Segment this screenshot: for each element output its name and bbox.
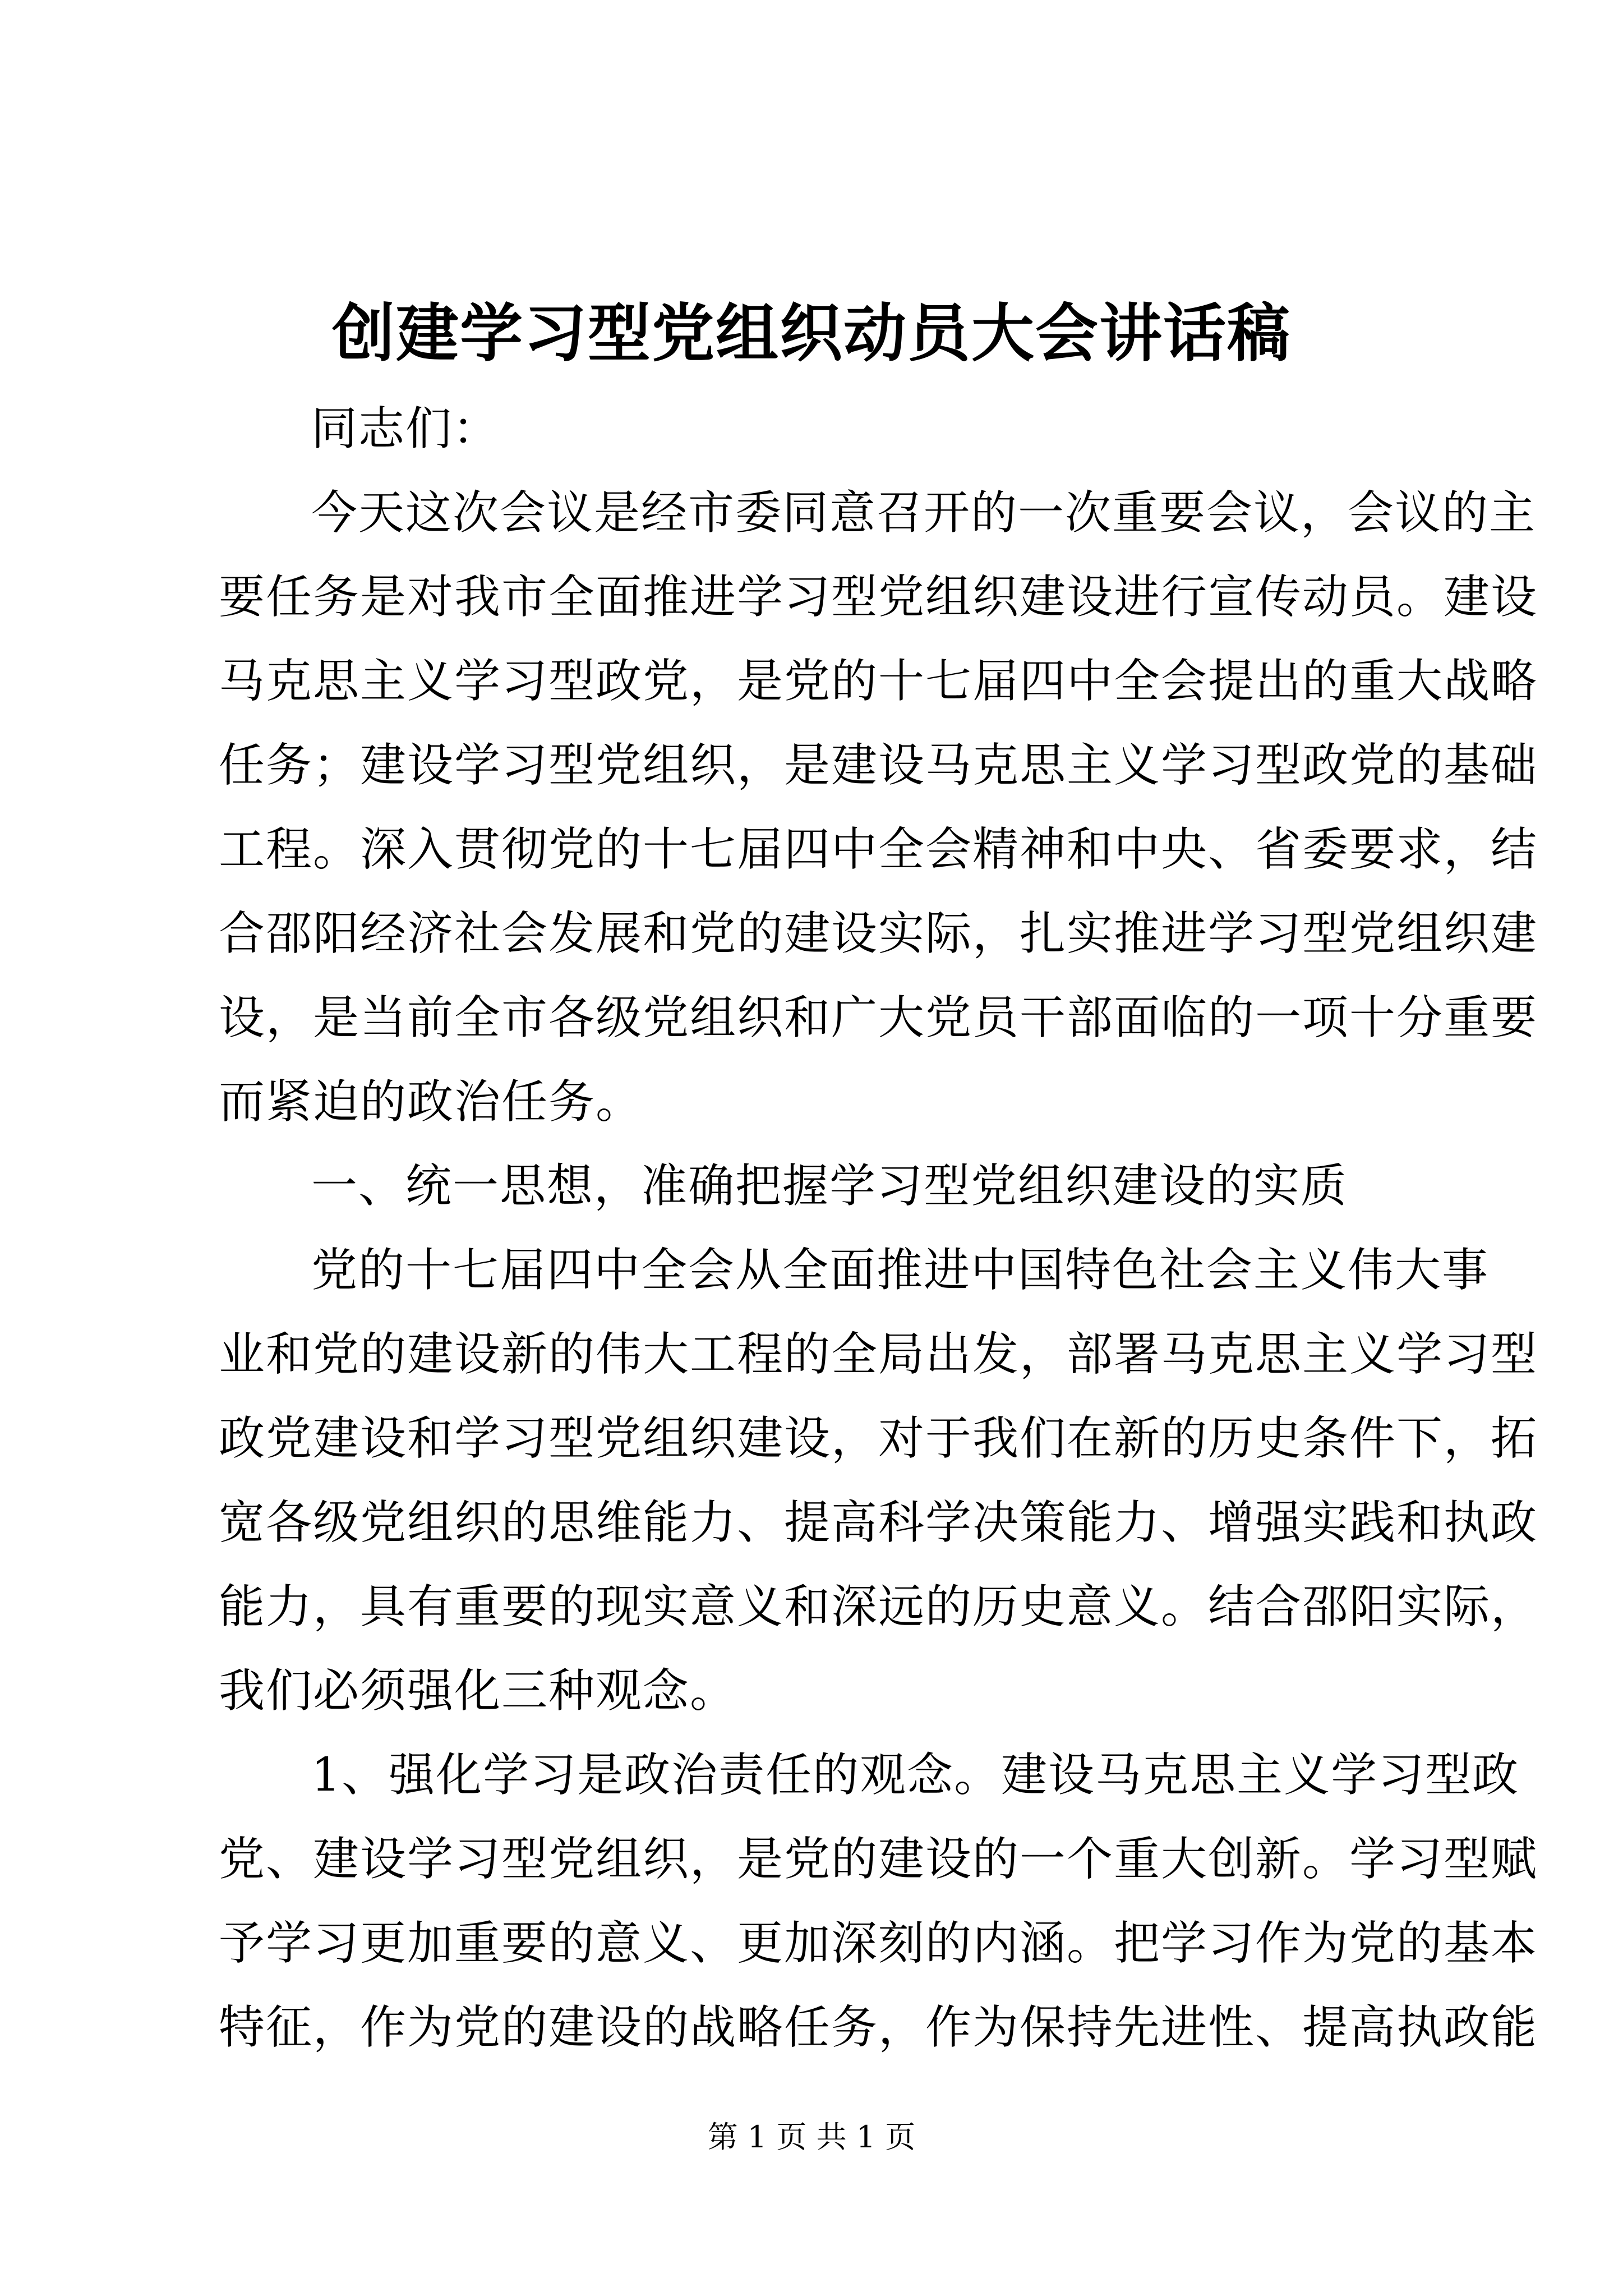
paragraph-line: 工程。深入贯彻党的十七届四中全会精神和中央、省委要求，结 — [219, 823, 1538, 876]
paragraph-line: 任务；建设学习型党组织，是建设马克思主义学习型政党的基础 — [219, 739, 1538, 792]
paragraph-line: 设，是当前全市各级党组织和广大党员干部面临的一项十分重要 — [219, 991, 1538, 1045]
paragraph-line: 予学习更加重要的意义、更加深刻的内涵。把学习作为党的基本 — [219, 1917, 1538, 1970]
section-heading: 一、统一思想，准确把握学习型党组织建设的实质 — [311, 1159, 1348, 1213]
paragraph-line: 党、建设学习型党组织，是党的建设的一个重大创新。学习型赋 — [219, 1833, 1538, 1886]
paragraph-line: 要任务是对我市全面推进学习型党组织建设进行宣传动员。建设 — [219, 570, 1538, 624]
paragraph-line: 而紧迫的政治任务。 — [219, 1075, 643, 1129]
document-body — [219, 387, 1538, 2070]
paragraph-line: 我们必须强化三种观念。 — [219, 1664, 737, 1718]
paragraph-line: 1、强化学习是政治责任的观念。建设马克思主义学习型政 — [311, 1749, 1520, 1802]
salutation-line: 同志们： — [311, 402, 500, 455]
document-title: 创建学习型党组织动员大会讲话稿 — [332, 297, 1291, 370]
paragraph-line: 宽各级党组织的思维能力、提高科学决策能力、增强实践和执政 — [219, 1496, 1538, 1549]
paragraph-line: 政党建设和学习型党组织建设，对于我们在新的历史条件下，拓 — [219, 1412, 1538, 1465]
page-footer: 第 1 页 共 1 页 — [707, 2119, 916, 2155]
paragraph-line: 合邵阳经济社会发展和党的建设实际，扎实推进学习型党组织建 — [219, 907, 1538, 960]
paragraph-line: 今天这次会议是经市委同意召开的一次重要会议，会议的主 — [311, 486, 1537, 540]
paragraph-line: 特征，作为党的建设的战略任务，作为保持先进性、提高执政能 — [219, 2001, 1538, 2054]
paragraph-line: 马克思主义学习型政党，是党的十七届四中全会提出的重大战略 — [219, 655, 1538, 708]
paragraph-line: 业和党的建设新的伟大工程的全局出发，部署马克思主义学习型 — [219, 1328, 1538, 1381]
paragraph-line: 能力，具有重要的现实意义和深远的历史意义。结合邵阳实际， — [219, 1580, 1538, 1634]
paragraph-line: 党的十七届四中全会从全面推进中国特色社会主义伟大事 — [311, 1244, 1490, 1297]
